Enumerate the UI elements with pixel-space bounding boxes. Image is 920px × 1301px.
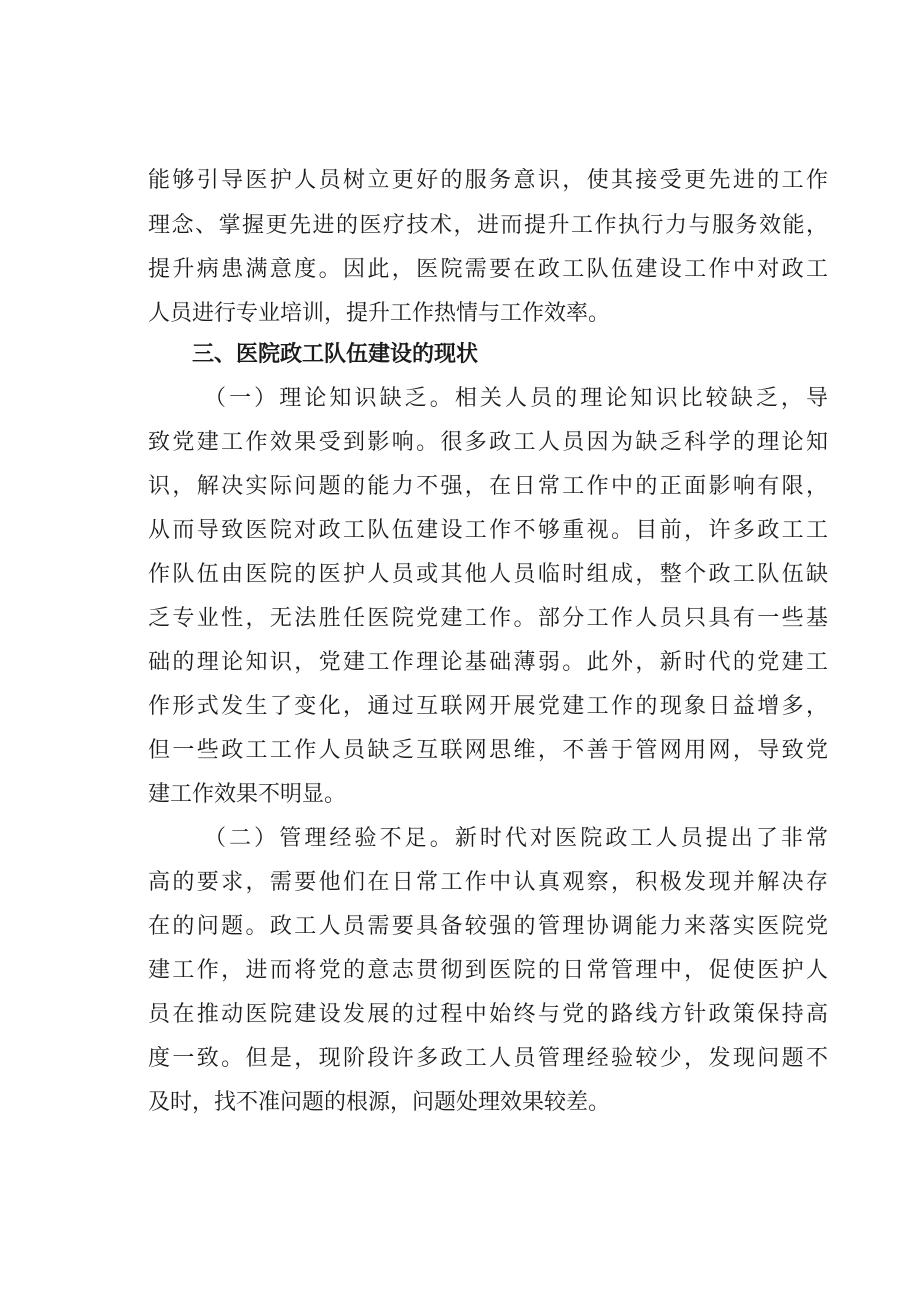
- paragraph-one-line-7: 础的理论知识，党建工作理论基础薄弱。此外，新时代的党建工: [148, 650, 828, 675]
- paragraph-two-line-3: 在的问题。政工人员需要具备较强的管理协调能力来落实医院党: [148, 914, 828, 939]
- paragraph-two-line-1: （二）管理经验不足。新时代对医院政工人员提出了非常: [204, 826, 828, 851]
- paragraph-one-line-6: 乏专业性，无法胜任医院党建工作。部分工作人员只具有一些基: [148, 606, 828, 631]
- paragraph-two-line-6: 度一致。但是，现阶段许多政工人员管理经验较少，发现问题不: [148, 1046, 828, 1071]
- paragraph-one-line-10: 建工作效果不明显。: [148, 782, 347, 807]
- paragraph-one-line-2: 致党建工作效果受到影响。很多政工人员因为缺乏科学的理论知: [148, 430, 828, 455]
- paragraph-two-line-7: 及时，找不准问题的根源，问题处理效果较差。: [148, 1090, 611, 1115]
- section-heading: 三、医院政工队伍建设的现状: [192, 342, 479, 367]
- paragraph-one-line-3: 识，解决实际问题的能力不强，在日常工作中的正面影响有限，: [148, 474, 828, 499]
- paragraph-one-line-1: （一）理论知识缺乏。相关人员的理论知识比较缺乏，导: [204, 386, 828, 411]
- paragraph-two-line-5: 员在推动医院建设发展的过程中始终与党的路线方针政策保持高: [148, 1002, 828, 1027]
- paragraph-two-line-4: 建工作，进而将党的意志贯彻到医院的日常管理中，促使医护人: [148, 958, 828, 983]
- paragraph-intro-line-3: 提升病患满意度。因此，医院需要在政工队伍建设工作中对政工: [148, 257, 828, 282]
- paragraph-intro-line-2: 理念、掌握更先进的医疗技术，进而提升工作执行力与服务效能，: [148, 213, 828, 238]
- paragraph-intro-line-4: 人员进行专业培训，提升工作热情与工作效率。: [148, 301, 611, 326]
- paragraph-one-line-8: 作形式发生了变化，通过互联网开展党建工作的现象日益增多，: [148, 694, 828, 719]
- paragraph-one-line-4: 从而导致医院对政工队伍建设工作不够重视。目前，许多政工工: [148, 518, 828, 543]
- paragraph-one-line-5: 作队伍由医院的医护人员或其他人员临时组成，整个政工队伍缺: [148, 562, 828, 587]
- paragraph-one-line-9: 但一些政工工作人员缺乏互联网思维，不善于管网用网，导致党: [148, 738, 828, 763]
- paragraph-intro-line-1: 能够引导医护人员树立更好的服务意识，使其接受更先进的工作: [148, 168, 828, 193]
- paragraph-two-line-2: 高的要求，需要他们在日常工作中认真观察，积极发现并解决存: [148, 870, 828, 895]
